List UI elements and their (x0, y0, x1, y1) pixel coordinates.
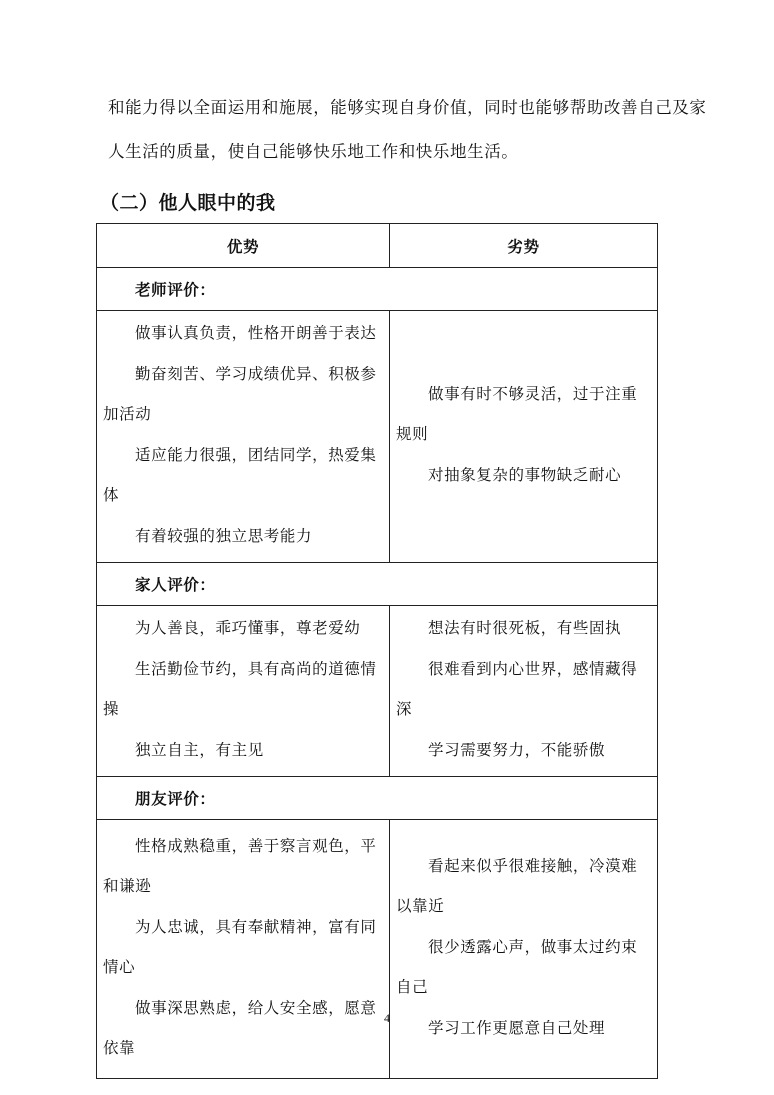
family-advantages-cell (97, 606, 390, 777)
group-row-teacher (97, 268, 658, 311)
family-advantage-item: 独立自主，有主见 (135, 740, 264, 759)
teacher-advantage-item: 有着较强的独立思考能力 (135, 526, 313, 545)
disadvantages-header: 劣势 (390, 224, 658, 268)
family-disadvantage-item: 很难看到内心世界，感情藏得深 (396, 659, 638, 718)
friend-disadvantages-cell (390, 820, 658, 1079)
evaluation-table (96, 223, 658, 1079)
group-row-family (97, 563, 658, 606)
teacher-disadvantages-cell (390, 311, 658, 563)
advantages-header: 优势 (97, 224, 390, 268)
page-number: 4 (384, 1011, 390, 1025)
content-row-friend (97, 820, 658, 1079)
teacher-advantage-item: 做事认真负责，性格开朗善于表达 (135, 324, 377, 342)
group-label-family: 家人评价： (135, 576, 216, 594)
intro-paragraph-line-1: 和能力得以全面运用和施展，能够实现自身价值，同时也能够帮助改善自己及家 (108, 98, 707, 117)
group-label-friend: 朋友评价： (135, 790, 216, 808)
teacher-advantages-cell (97, 311, 390, 563)
family-advantage-item: 为人善良，乖巧懂事，尊老爱幼 (135, 619, 361, 637)
teacher-disadvantage-item: 对抽象复杂的事物缺乏耐心 (428, 465, 622, 484)
family-disadvantage-item: 学习需要努力，不能骄傲 (428, 740, 606, 759)
group-label-cell (97, 268, 658, 311)
group-label-cell (97, 563, 658, 606)
content-row-teacher (97, 311, 658, 563)
family-advantage-item: 生活勤俭节约，具有高尚的道德情操 (103, 659, 377, 718)
intro-paragraph-line-2: 人生活的质量，使自己能够快乐地工作和快乐地生活。 (108, 142, 519, 161)
content-row-family (97, 606, 658, 777)
friend-advantage-item: 做事深思熟虑，给人安全感，愿意依靠 (103, 998, 377, 1057)
friend-disadvantage-item: 学习工作更愿意自己处理 (428, 1018, 606, 1037)
group-label-teacher: 老师评价： (135, 281, 216, 299)
family-disadvantages-cell (390, 606, 658, 777)
section-heading: （二）他人眼中的我 (100, 192, 276, 214)
group-row-friend (97, 777, 658, 820)
friend-disadvantage-item: 看起来似乎很难接触，冷漠难以靠近 (396, 856, 638, 916)
friend-disadvantage-item: 很少透露心声，做事太过约束自己 (396, 937, 638, 997)
friend-advantage-item: 性格成熟稳重，善于察言观色，平和谦逊 (103, 836, 377, 895)
teacher-disadvantage-item: 做事有时不够灵活，过于注重规则 (396, 384, 638, 444)
group-label-cell (97, 777, 658, 820)
teacher-advantage-item: 适应能力很强，团结同学，热爱集体 (103, 445, 377, 504)
family-disadvantage-item: 想法有时很死板，有些固执 (428, 619, 622, 637)
friend-advantage-item: 为人忠诚，具有奉献精神，富有同情心 (103, 917, 377, 976)
friend-advantages-cell (97, 820, 390, 1079)
table-header-row (97, 224, 658, 268)
teacher-advantage-item: 勤奋刻苦、学习成绩优异、积极参加活动 (103, 364, 377, 423)
